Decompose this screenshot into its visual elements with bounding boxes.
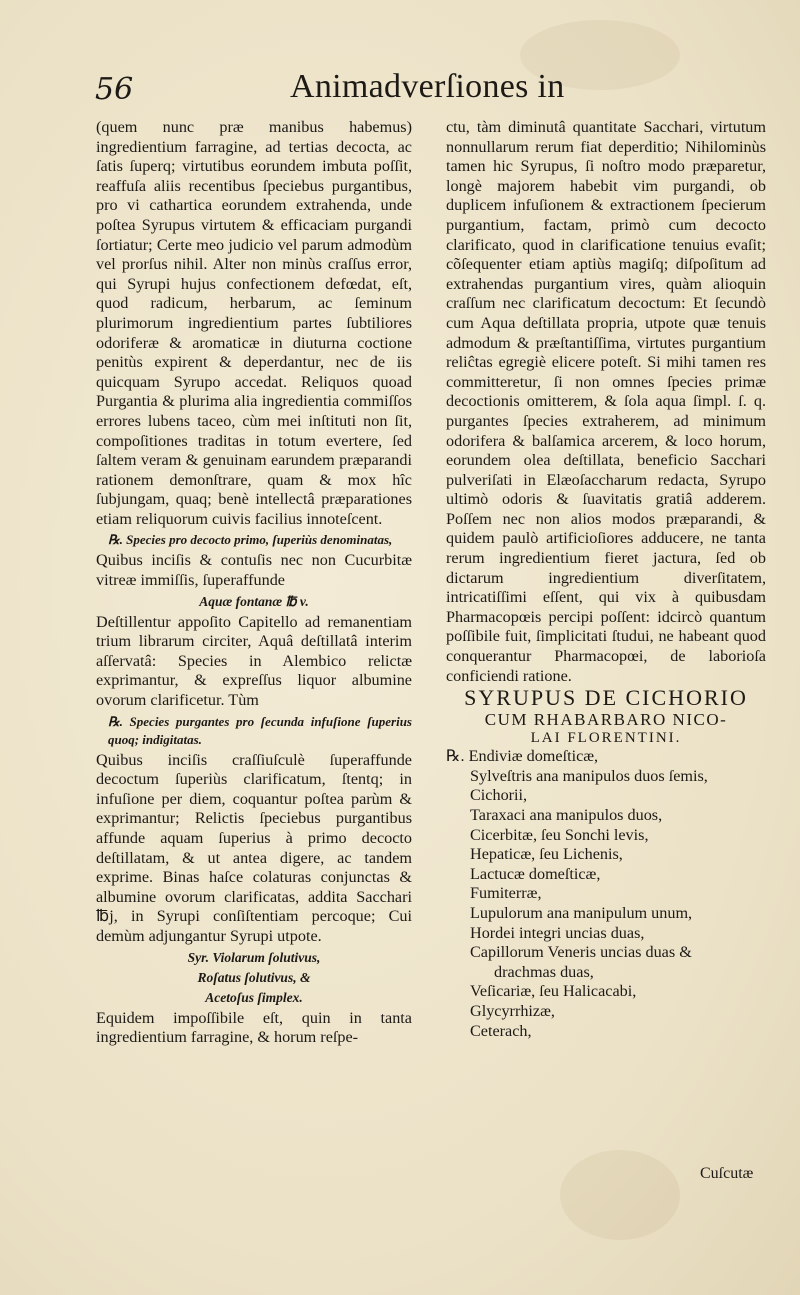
paragraph: Deſtillentur appoſito Capitello ad remanentiam trium librarum circiter, Aquâ deſtillatâ interim aſſervatâ: Species in Alembico relictæ exprimantur, & expreſſus liquor albumine ovorum clarificetur. Tùm — [96, 612, 412, 710]
recipe-line: ℞. Species pro decocto primo, ſuperiùs denominatas, — [108, 532, 393, 548]
ingredient-list — [446, 747, 766, 1041]
ingredient: ℞. Endiviæ domeſticæ, — [446, 747, 599, 766]
ingredient: Taraxaci ana manipulos duos, — [470, 806, 663, 824]
syrup-line: Roſatus ſolutivus, & — [197, 969, 311, 985]
right-column — [446, 118, 766, 1041]
left-column — [96, 118, 412, 1048]
ingredient: Ceterach, — [470, 1021, 532, 1040]
section-title: SYRUPUS DE CICHORIO — [464, 685, 748, 711]
paragraph: Equidem impoſſibile eſt, quin in tanta ingredientium farragine, & horum reſpe- — [96, 1008, 412, 1047]
ingredient: Lupulorum ana manipulum unum, — [470, 903, 693, 922]
recipe-line: Aquæ fontanæ ℔ v. — [199, 593, 309, 609]
paragraph: Quibus inciſis craſſiuſculè ſuperaffunde decoctum ſuperiùs clarificatum, ſtentq; in infuſione per diem, coquantur poſtea parùm & exprimantur; Relictis ſpeciebus purgantibus affunde aquam ſuperius à primo decocto deſtillatam, & ut antea digere, ac tandem exprime. Binas haſce colaturas conjunctas & albumine ovorum clarificatas, addita Sacchari ℔j, in Syrupi conſiſtentiam percoque; Cui demùm adjungantur Syrupi utpote. — [96, 750, 412, 945]
ingredient: Capillorum Veneris uncias duas & — [470, 943, 692, 962]
catchword: Cuſcutæ — [700, 1165, 754, 1182]
ingredient: drachmas duas, — [494, 962, 594, 981]
paragraph: (quem nunc præ manibus habemus) ingredientium farragine, ad tertias decocta, ac ſatis ſuperq; virtutibus eorundem imbuta poſſit, reaffuſa aliis recentibus ſpeciebus purgantibus, pro vi cathartica eorundem extrahenda, unde poſtea Syrupus virtutem & efficaciam purgandi ſortiatur; Certe meo judicio vel parum admodùm vel prorſus nihil. Alter non minùs craſſus error, qui Syrupi hujus confectionem defœdat, eſt, quod radicum, herbarum, ac ſeminum plurimorum ingredientium partes ſubtiliores odoriferæ & aromaticæ in diuturna coctione penitùs expirent & deperdantur, nec de iis quicquam Syrupo accedat. Reliquos quoad Purgantia & plurima alia ingredientia commiſſos errores lubens taceo, cùm mei inſtituti non ſit, compoſitiones traditas in totum evertere, ſed ſaltem veram & genuinam earundem præparandi rationem demonſtrare, quam & mox hîc ſubjungam, quaq; benè intellectâ præparationes etiam reliquorum cuivis facilius innoteſcent. — [96, 118, 412, 528]
paragraph: Quibus inciſis & contuſis nec non Cucurbitæ vitreæ immiſſis, ſuperaffunde — [96, 551, 412, 590]
ingredient: Hepaticæ, ſeu Lichenis, — [470, 845, 623, 864]
paragraph: ctu, tàm diminutâ quantitate Sacchari, virtutum nonnullarum rerum fiat deperditio; Nihilominùs tamen hic Syrupus, ſi noſtro modo præparetur, longè majorem habebit vim purgandi, ob duplicem infuſionem & extractionem ſpecierum purgantium, factam, primò cum decocto clarificato, quod in clarificatione tenuius evaſit; cõſequenter etiam aptiùs magiſq; diſpoſitum ad extrahendas purgantium vires, quàm alioquin craſſum nec clarificatum decoctum: Et ſecundò cum Aqua deſtillata propria, utpote quæ tenuis admodum & præſtantiſſima, virtutes purgantium reliĉtas egregiè elicere poteſt. Si mihi tamen res committeretur, ſi non omnes ſpecies primæ decoctionis omitterem, & ſola aqua ſimpl. ſ. q. purgantes ſpecies extraherem, ad minimum odorifera & balſamica arcerem, & loco horum, eorundem olea deſtillata, beneficio Sacchari pulveriſati in Elæoſaccharum redacta, Syrupo ultimò odoris & ſuavitatis gratiâ adderem. Poſſem nec non alios modos præparandi, & quidem paulò artificioſiores adducere, ne tanta rerum ingredientium fieret jactura, ſed ob dictarum ingredientium diverſitatem, intricatiſſimi eſſent, qui vix à quibusdam Pharmacopœis percipi poſſent: idcircò quantum poſſibile fuit, ſimplicitati ſtudui, ne habeant quod conquerantur Pharmacopœi, de laborioſa conficiendi ratione. — [446, 118, 766, 685]
ingredient: Glycyrrhizæ, — [470, 1001, 555, 1020]
syrup-line: Syr. Violarum ſolutivus, — [187, 949, 321, 965]
recipe-line: ℞. Species purgantes pro ſecunda infuſione ſuperius quoq; indigitatas. — [108, 713, 412, 747]
ingredient: Cichorii, — [470, 786, 528, 805]
section-subtitle: LAI FLORENTINI. — [530, 730, 682, 747]
syrup-line: Acetoſus ſimplex. — [205, 989, 303, 1005]
running-title: Animadverſiones in — [290, 68, 565, 105]
ingredient: Hordei integri uncias duas, — [470, 923, 645, 942]
page-header — [95, 68, 715, 108]
ingredient: Veſicariæ, ſeu Halicacabi, — [470, 982, 637, 1001]
section-subtitle: CUM RHABARBARO NICO- — [484, 710, 728, 730]
ingredient: Cicerbitæ, ſeu Sonchi levis, — [470, 825, 649, 844]
ingredient: Sylveſtris ana manipulos duos ſemis, — [470, 766, 708, 785]
ingredient: Fumiterræ, — [470, 884, 542, 903]
paper-stain — [560, 1150, 680, 1240]
ingredient: Lactucæ domeſticæ, — [470, 864, 601, 883]
page-number: 56 — [95, 72, 134, 107]
